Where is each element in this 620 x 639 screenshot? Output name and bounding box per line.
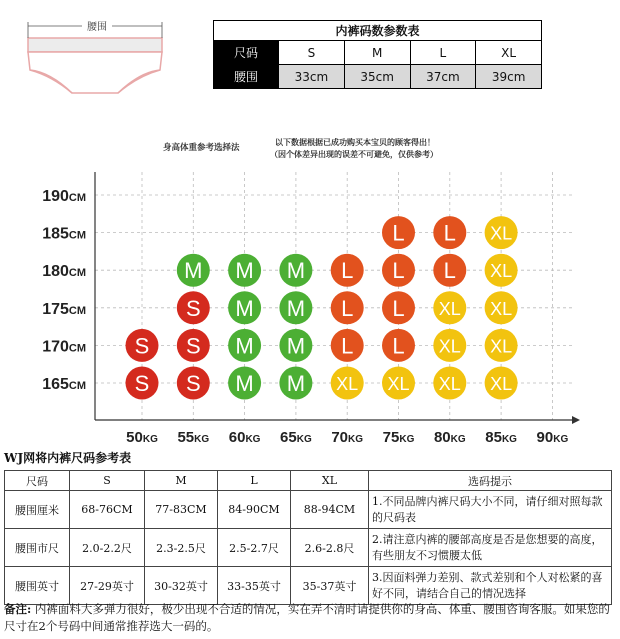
size-marker-label: XL bbox=[490, 336, 513, 357]
height-weight-chart bbox=[0, 130, 620, 450]
remark-text: 内裤面料大多弹力很好，极少出现不合适的情况，实在弄不清时请提供你的身高、体重、腰围咨询客服。如果您的尺寸在2个号码中间通常推荐选大一码的。 bbox=[4, 602, 610, 633]
y-tick-label: 185CM bbox=[42, 225, 86, 243]
y-tick-label: 190CM bbox=[42, 188, 86, 205]
waist-cell: 35cm bbox=[344, 65, 410, 89]
row-tip: 2.请注意内裤的腰部高度是否是您想要的高度，有些朋友不习惯腰太低 bbox=[369, 529, 612, 567]
size-marker-label: XL bbox=[387, 374, 410, 394]
size-marker-label: M bbox=[286, 295, 306, 321]
size-marker-label: M bbox=[286, 333, 306, 359]
size-marker-label: S bbox=[134, 371, 150, 396]
row-value: 35-37英寸 bbox=[291, 567, 369, 605]
waist-cell: 37cm bbox=[410, 65, 476, 89]
chart-note-line2: （因个体差异出现的误差不可避免，仅供参考） bbox=[270, 150, 438, 159]
remark bbox=[4, 601, 614, 635]
size-marker-label: L bbox=[392, 295, 405, 321]
row-value: 2.5-2.7尺 bbox=[218, 529, 291, 567]
size-marker-label: L bbox=[341, 295, 354, 321]
x-tick-label: 75KG bbox=[382, 429, 415, 446]
row-tip: 1.不同品牌内裤尺码大小不同，请仔细对照每款的尺码表 bbox=[369, 491, 612, 529]
x-tick-label: 65KG bbox=[280, 429, 312, 446]
table-row bbox=[5, 567, 612, 605]
header-cell: M bbox=[145, 471, 218, 491]
row-value: 27-29英寸 bbox=[70, 567, 145, 605]
chart-note-line1: 以下数据根据已成功购买本宝贝的顾客得出！ bbox=[275, 138, 435, 147]
x-axis-arrow bbox=[572, 416, 580, 424]
row-value: 68-76CM bbox=[70, 491, 145, 529]
brief-diagram bbox=[20, 8, 170, 103]
waist-cell: 33cm bbox=[279, 65, 345, 89]
row-value: 77-83CM bbox=[145, 491, 218, 529]
size-marker-label: M bbox=[286, 258, 306, 284]
size-cell: S bbox=[279, 41, 345, 65]
top-table-title: 内裤码数参数表 bbox=[214, 21, 542, 41]
size-marker-label: XL bbox=[438, 336, 461, 357]
size-marker-label: M bbox=[184, 258, 203, 284]
header-cell: 尺码 bbox=[5, 471, 70, 491]
size-marker-label: XL bbox=[336, 374, 359, 394]
size-marker-label: XL bbox=[438, 298, 461, 319]
row-tip: 3.因面料弹力差别、款式差别和个人对松紧的喜好不同，请结合自己的情况选择 bbox=[369, 567, 612, 605]
size-marker-label: XL bbox=[490, 223, 513, 244]
chart-title: 身高体重参考选择法 bbox=[163, 143, 240, 153]
size-marker-label: S bbox=[185, 371, 201, 396]
size-marker-label: XL bbox=[438, 374, 461, 394]
x-tick-label: 55KG bbox=[177, 429, 210, 446]
size-marker-label: L bbox=[392, 258, 405, 284]
waist-header-cell: 腰围 bbox=[214, 65, 279, 89]
row-value: 88-94CM bbox=[291, 491, 369, 529]
row-value: 2.0-2.2尺 bbox=[70, 529, 145, 567]
row-value: 30-32英寸 bbox=[145, 567, 218, 605]
size-marker-label: M bbox=[235, 258, 254, 284]
y-tick-label: 165CM bbox=[42, 376, 86, 393]
x-tick-label: 80KG bbox=[433, 429, 466, 446]
size-marker-label: XL bbox=[490, 261, 513, 282]
x-tick-label: 50KG bbox=[126, 429, 158, 446]
table-row bbox=[5, 491, 612, 529]
row-label: 腰围英寸 bbox=[5, 567, 70, 605]
remark-label: 备注: bbox=[4, 602, 32, 616]
size-marker-label: S bbox=[185, 295, 201, 321]
row-value: 33-35英寸 bbox=[218, 567, 291, 605]
size-marker-label: L bbox=[443, 220, 456, 246]
size-cell: L bbox=[410, 41, 476, 65]
size-marker-label: M bbox=[235, 371, 254, 396]
header-cell: S bbox=[70, 471, 145, 491]
size-marker-label: M bbox=[235, 295, 254, 321]
row-label: 腰围厘米 bbox=[5, 491, 70, 529]
table-row bbox=[5, 529, 612, 567]
x-tick-label: 90KG bbox=[536, 429, 569, 446]
bottom-size-table bbox=[4, 470, 612, 605]
size-marker-label: L bbox=[443, 258, 456, 284]
y-tick-label: 175CM bbox=[42, 300, 86, 318]
size-marker-label: XL bbox=[490, 374, 513, 394]
x-tick-label: 70KG bbox=[331, 429, 364, 446]
size-marker-label: M bbox=[286, 371, 306, 396]
row-value: 2.6-2.8尺 bbox=[291, 529, 369, 567]
size-marker-label: S bbox=[185, 333, 201, 359]
x-tick-label: 85KG bbox=[485, 429, 517, 446]
y-tick-label: 170CM bbox=[42, 338, 86, 356]
size-cell: M bbox=[344, 41, 410, 65]
header-cell: XL bbox=[291, 471, 369, 491]
header-cell: L bbox=[218, 471, 291, 491]
size-marker-label: M bbox=[235, 333, 254, 359]
y-tick-label: 180CM bbox=[42, 263, 86, 281]
row-label: 腰围市尺 bbox=[5, 529, 70, 567]
x-tick-label: 60KG bbox=[228, 429, 261, 446]
header-cell: 选码提示 bbox=[369, 471, 612, 491]
size-marker-label: S bbox=[134, 333, 150, 359]
row-value: 2.3-2.5尺 bbox=[145, 529, 218, 567]
size-marker-label: L bbox=[392, 333, 405, 359]
size-marker-label: XL bbox=[490, 298, 513, 319]
row-value: 84-90CM bbox=[218, 491, 291, 529]
size-marker-label: L bbox=[392, 220, 405, 246]
waist-cell: 39cm bbox=[476, 65, 542, 89]
size-marker-label: L bbox=[341, 333, 354, 359]
waist-label: 腰围 bbox=[87, 22, 107, 33]
size-marker-label: L bbox=[341, 258, 354, 284]
size-header-cell: 尺码 bbox=[214, 41, 279, 65]
size-cell: XL bbox=[476, 41, 542, 65]
top-size-table bbox=[213, 20, 542, 89]
bottom-table-title: WJ网将内裤尺码参考表 bbox=[4, 451, 132, 465]
